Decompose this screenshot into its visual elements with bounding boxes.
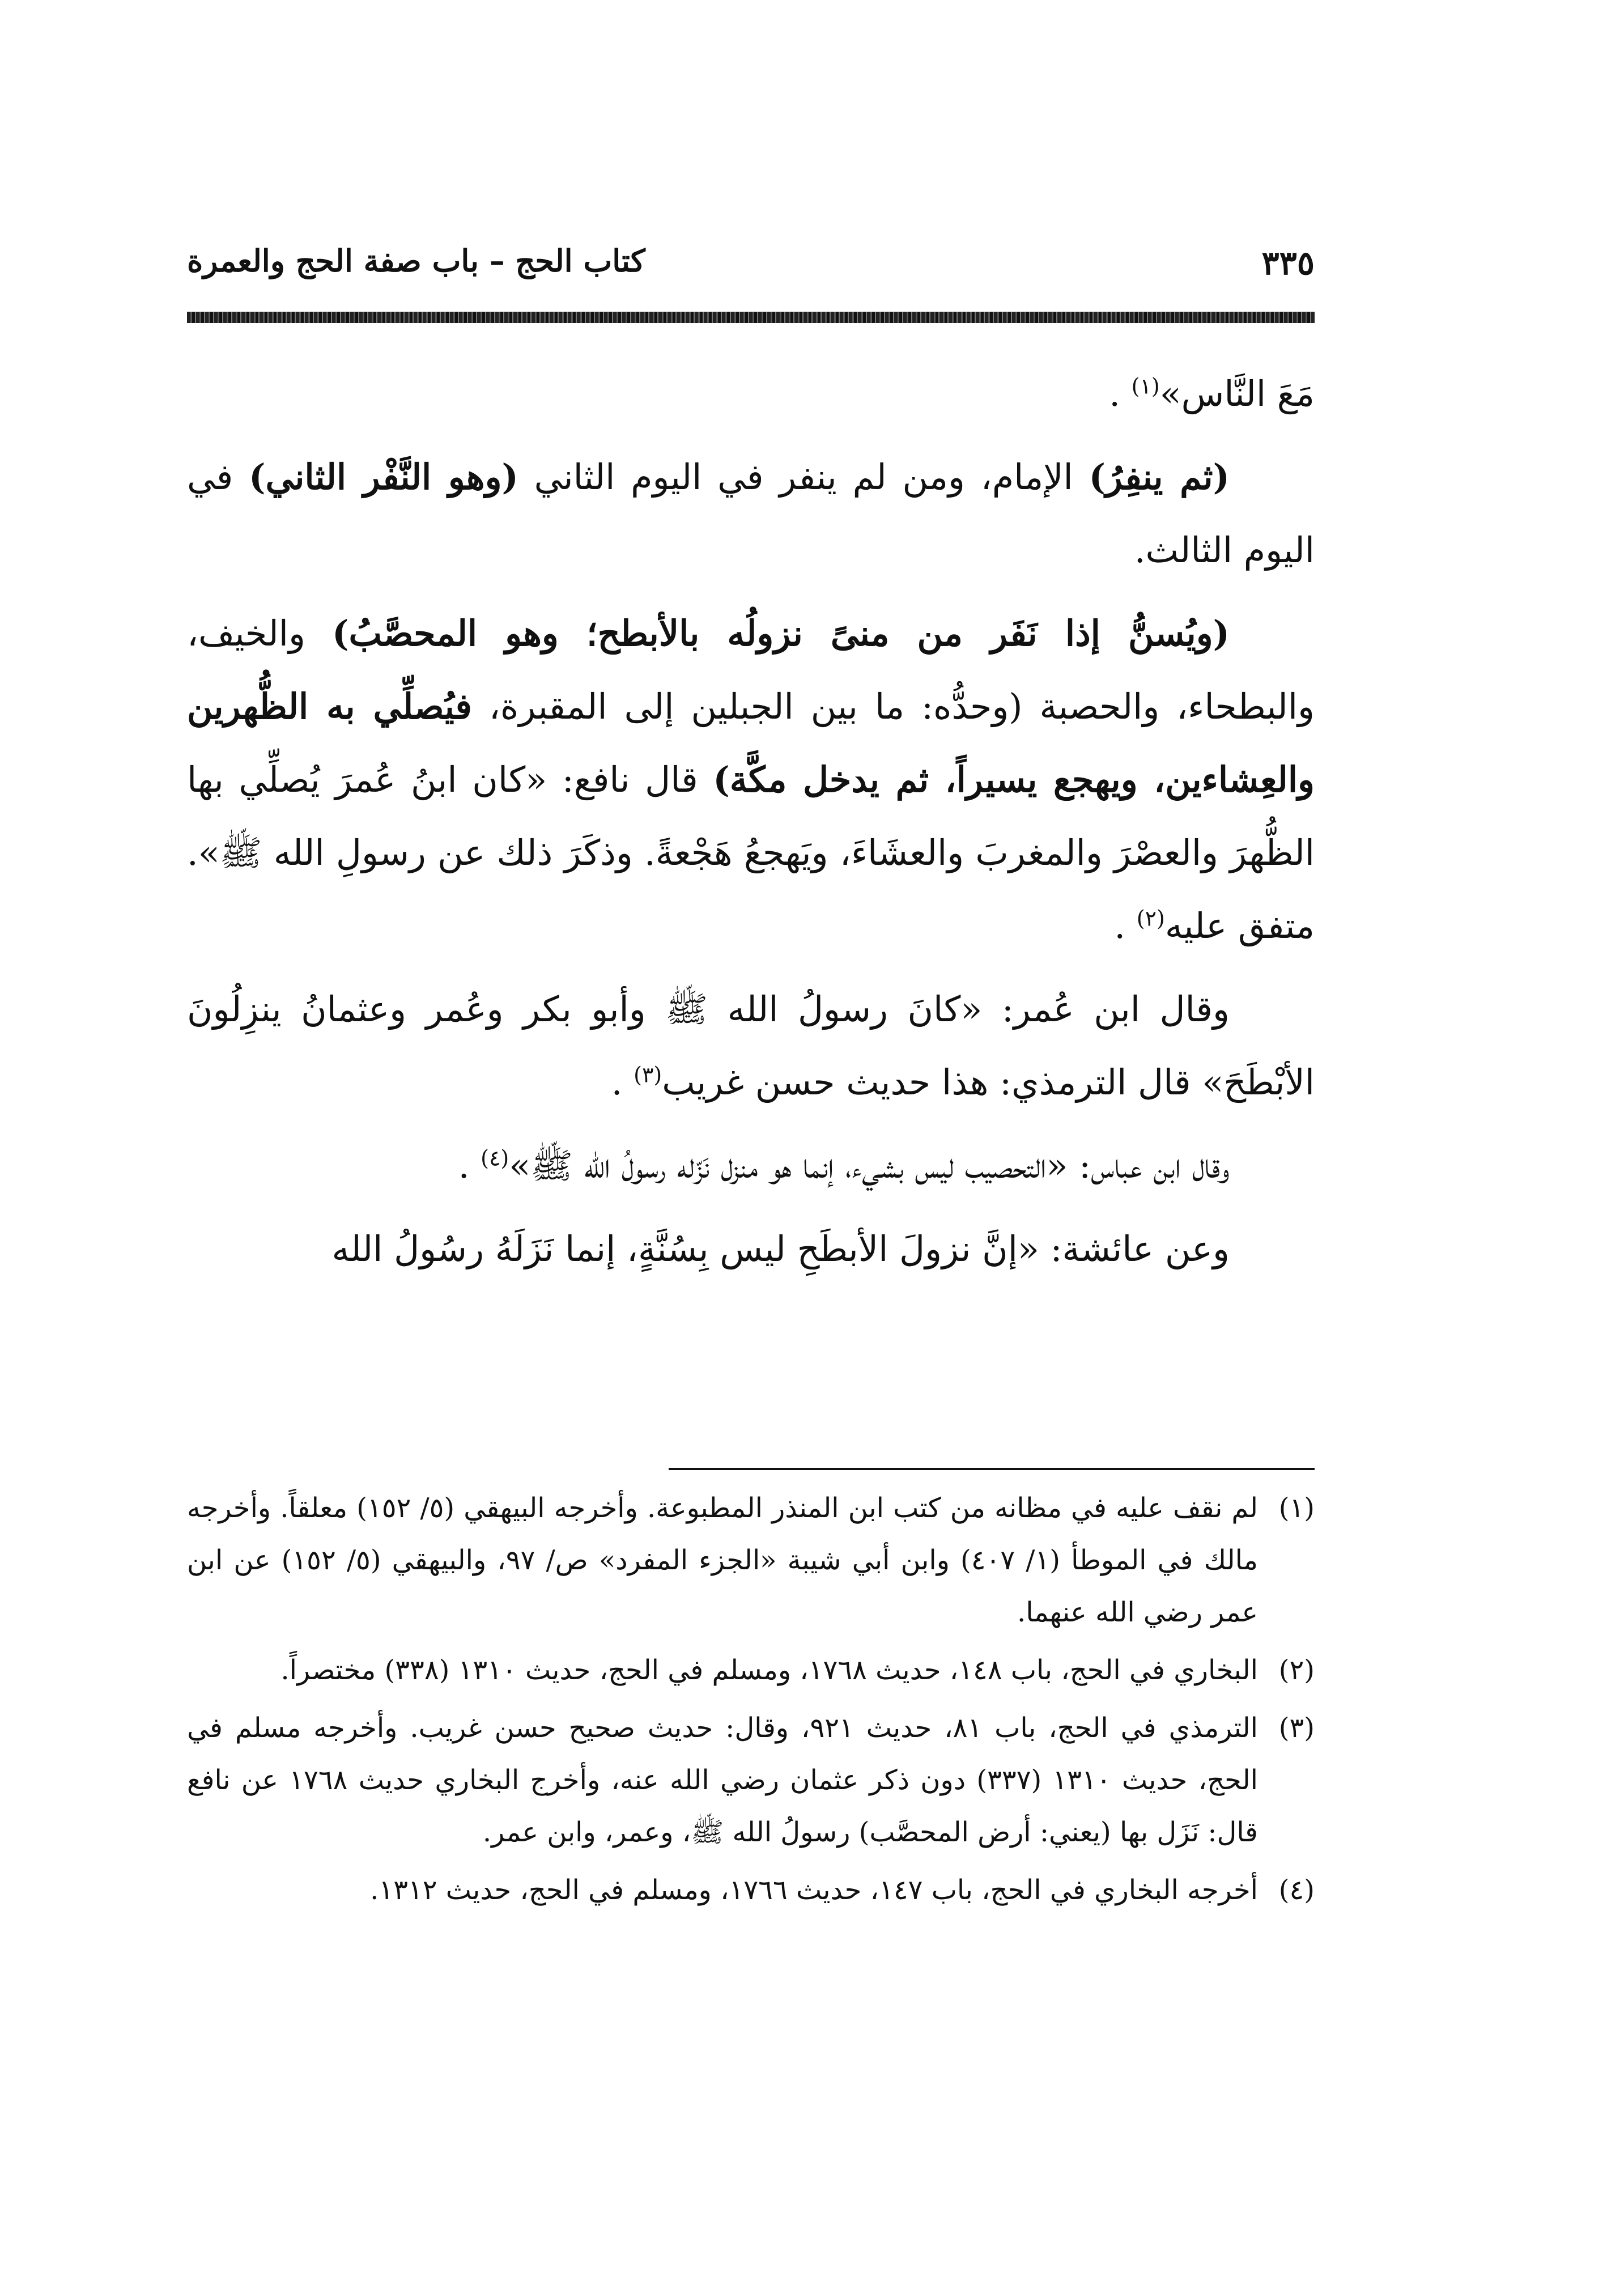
footnote-3 [187, 1702, 1315, 1858]
paragraph-4-text: وقال ابن عُمر: «كانَ رسولُ الله ﷺ وأبو بكر وعُمر وعثمانُ ينزِلُونَ الأبْطَحَ» قال الترمذي: هذا حديث حسن غريب [187, 988, 1315, 1103]
footnote-4 [187, 1864, 1315, 1916]
paragraph-4 [187, 973, 1315, 1119]
footnote-text: الترمذي في الحج، باب ٨١، حديث ٩٢١، وقال: حديث صحيح حسن غريب. وأخرجه مسلم في الحج، حديث ١٣١٠ (٣٣٧) دون ذكر عثمان رضي الله عنه، وأخرج البخاري حديث ١٧٦٨ عن نافع قال: نَزَل بها (يعني: أرض المحصَّب) رسولُ الله ﷺ، وعمر، وابن عمر. [187, 1712, 1259, 1848]
running-title: كتاب الحج – باب صفة الحج والعمرة [187, 243, 645, 279]
footnote-ref-2: (٢) [1136, 906, 1165, 931]
footnote-text: لم نقف عليه في مظانه من كتب ابن المنذر المطبوعة. وأخرجه البيهقي (٥/ ١٥٢) معلقاً. وأخرجه مالك في الموطأ (١/ ٤٠٧) وابن أبي شيبة «الجزء المفرد» ص/ ٩٧، والبيهقي (٥/ ١٥٢) عن ابن عمر رضي الله عنهما. [187, 1492, 1259, 1628]
footnote-number: (٣) [1278, 1712, 1315, 1744]
paragraph-3-text-b: قال نافع: «كان ابنُ عُمرَ يُصلِّي بها الظُّهرَ والعصْرَ والمغربَ والعشَاءَ، ويَهجعُ هَجْعةً. وذكَرَ ذلك عن رسولِ الله ﷺ». متفق عليه [187, 759, 1315, 946]
paragraph-1-text: مَعَ النَّاس» [1159, 373, 1315, 414]
paragraph-6 [187, 1212, 1315, 1285]
footnote-ref-1: (١) [1131, 373, 1160, 399]
page-header [187, 238, 1315, 300]
paragraph-3 [187, 597, 1315, 962]
footnote-1 [187, 1482, 1315, 1638]
footnote-number: (١) [1278, 1492, 1315, 1524]
paragraph-3-text-a: والخيف، والبطحاء، والحصبة (وحدُّه: ما بين الجبلين إلى المقبرة، [187, 613, 1315, 727]
paragraph-5-end: . [458, 1145, 481, 1186]
footnote-2 [187, 1644, 1315, 1696]
header-rule [187, 312, 1315, 323]
matn-bold-2: (وهو النَّفْر الثاني) [249, 456, 518, 498]
paragraph-5-text: وقال ابن عباس: «التحصيب ليس بشيء، إنما هو منزل نَزّله رسولُ الله ﷺ» [509, 1145, 1230, 1186]
footnote-separator [669, 1468, 1315, 1470]
paragraph-1-end: . [1109, 373, 1132, 414]
footnote-number: (٤) [1278, 1874, 1315, 1906]
matn-bold-4: فيُصلِّي به الظُّهرين والعِشاءين، ويهجع يسيراً، ثم يدخل مكَّة) [187, 686, 1315, 800]
paragraph-6-text: وعن عائشة: «إنَّ نزولَ الأبطَحِ ليس بِسُنَّةٍ، إنما نَزَلَهُ رسُولُ الله [331, 1228, 1230, 1269]
paragraph-4-end: . [611, 1061, 634, 1103]
page-number: ٣٣٥ [1261, 244, 1315, 282]
matn-bold-1: (ثم ينفِرُ) [1089, 456, 1230, 498]
footnote-text: البخاري في الحج، باب ١٤٨، حديث ١٧٦٨، ومسلم في الحج، حديث ١٣١٠ (٣٣٨) مختصراً. [280, 1654, 1258, 1686]
paragraph-2-text-b: في اليوم الثالث. [187, 456, 1315, 571]
paragraph-2 [187, 440, 1315, 587]
paragraph-3-end: . [1114, 905, 1137, 946]
footnotes [187, 1482, 1315, 1922]
paragraph-5 [187, 1129, 1315, 1202]
footnote-ref-3: (٣) [634, 1062, 662, 1088]
paragraph-2-text-a: الإمام، ومن لم ينفر في اليوم الثاني [518, 456, 1089, 498]
footnote-text: أخرجه البخاري في الحج، باب ١٤٧، حديث ١٧٦٦، ومسلم في الحج، حديث ١٣١٢. [370, 1874, 1258, 1906]
paragraph-1 [187, 357, 1315, 430]
footnote-ref-4: (٤) [481, 1145, 509, 1171]
matn-bold-3: (ويُسنُّ إذا نَفَر من منىً نزولُه بالأبطح؛ وهو المحصَّبُ) [332, 613, 1230, 654]
main-text [187, 357, 1315, 1296]
footnote-number: (٢) [1278, 1654, 1315, 1686]
